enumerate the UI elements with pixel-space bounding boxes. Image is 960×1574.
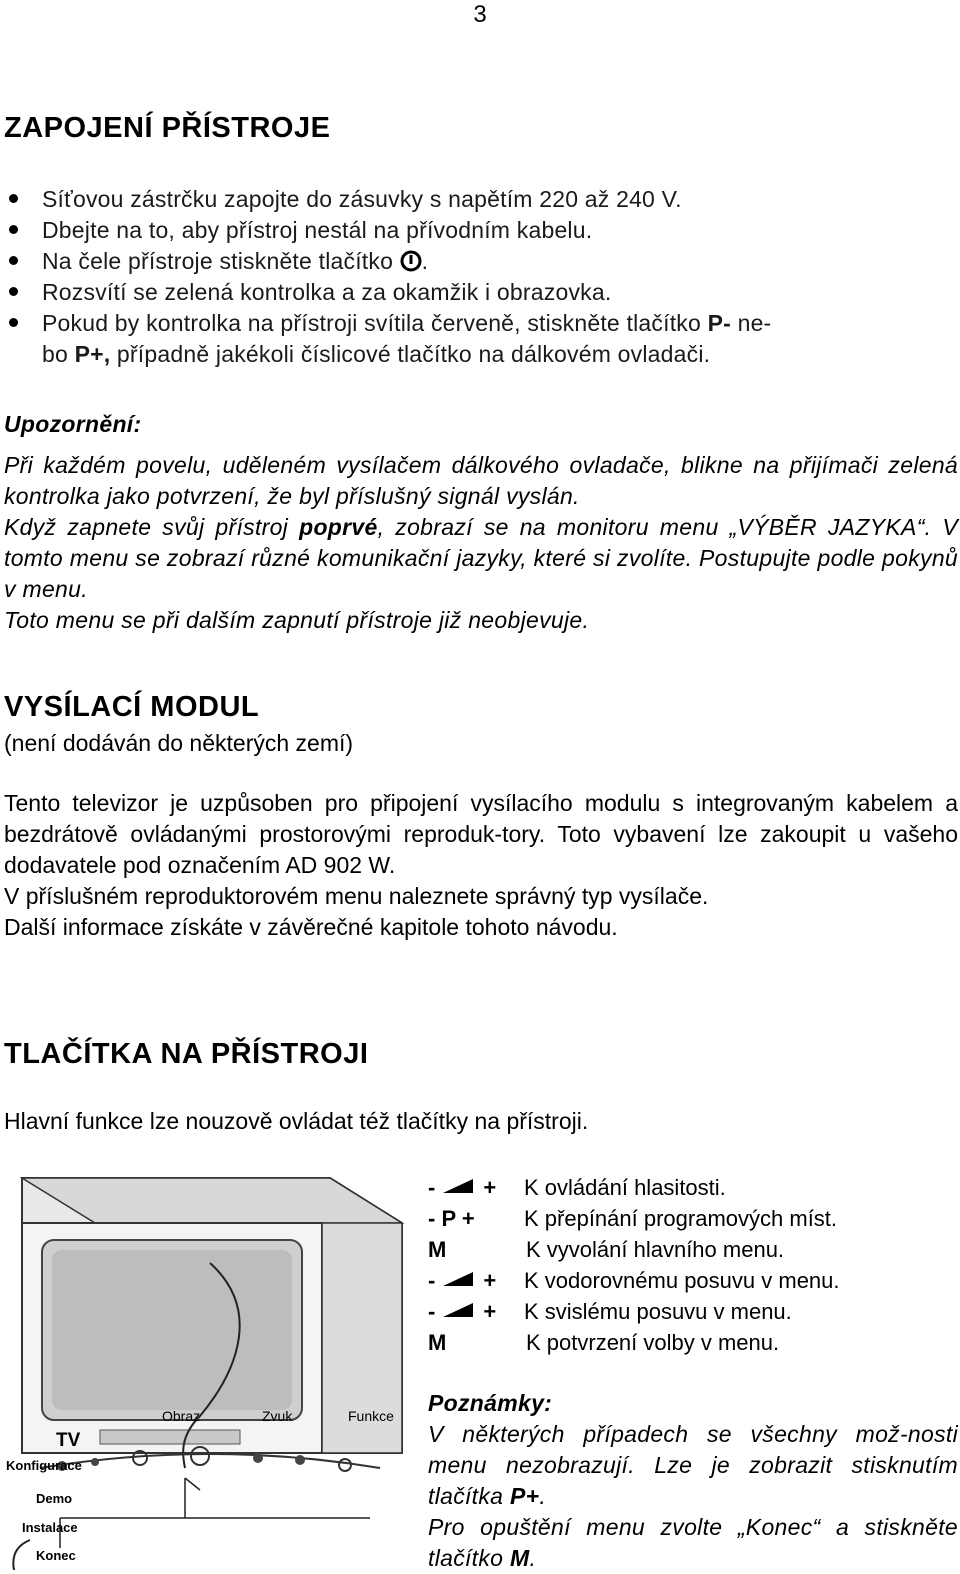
menu-item: Konec — [36, 1548, 76, 1563]
bullet-dot — [9, 256, 18, 265]
body-paragraph: V příslušném reproduktorovém menu naleznete správný typ vysílače. — [4, 883, 709, 909]
warning-paragraph: Když zapnete svůj přístroj poprvé, zobrazí se na monitoru menu „VÝBĚR JAZYKA“. V tomto menu se zobrazí různé komunikační jazyky, které si zvolíte. Postupujte podle pokynů v menu. — [4, 514, 958, 602]
bullet-item: Dbejte na to, aby přístroj nestál na přívodním kabelu. — [0, 215, 960, 246]
bullet-item: Pokud by kontrolka na přístroji svítila červeně, stiskněte tlačítko P- ne- bo P+, případně jakékoli číslicové tlačítko na dálkovém ovladači. — [0, 308, 960, 370]
warning-block — [4, 409, 958, 636]
key-label: - P + — [428, 1206, 475, 1231]
key-description: K přepínání programových míst. — [524, 1206, 838, 1231]
menu-label: Funkce — [348, 1408, 394, 1424]
bullet-dot — [9, 225, 18, 234]
bullet-dot — [9, 287, 18, 296]
key-description: K svislému posuvu v menu. — [524, 1299, 792, 1324]
wedge-icon — [443, 1303, 473, 1317]
key-label: - + — [428, 1175, 497, 1200]
key-label: - + — [428, 1299, 497, 1324]
transmitter-text — [4, 788, 958, 943]
key-description: K ovládání hlasitosti. — [524, 1175, 726, 1200]
key-label: M — [428, 1330, 447, 1355]
notes-block — [428, 1388, 958, 1574]
section-title-connection: ZAPOJENÍ PŘÍSTROJE — [4, 112, 331, 144]
bullet-dot — [9, 194, 18, 203]
notes-paragraph: V některých případech se všechny mož-nosti menu nezobrazují. Lze je zobrazit stisknutím tlačítka P+. — [428, 1421, 958, 1509]
section-title-buttons: TLAČÍTKA NA PŘÍSTROJI — [4, 1038, 369, 1070]
warning-paragraph: Při každém povelu, uděleném vysílačem dálkového ovladače, blikne na přijímači zelená kontrolka jako potvrzení, že byl příslušný signál vyslán. — [4, 452, 958, 509]
tv-menu-label: TV — [56, 1430, 81, 1451]
bullet-dot — [9, 318, 18, 327]
page-number: 3 — [473, 1, 487, 28]
section-title-transmitter: VYSÍLACÍ MODUL — [4, 691, 260, 723]
menu-item: Instalace — [22, 1520, 78, 1535]
notes-title: Poznámky: — [428, 1390, 553, 1416]
warning-title: Upozornění: — [4, 411, 142, 437]
body-paragraph: Tento televizor je uzpůsoben pro připojení vysílacího modulu s integrovaným kabelem a bezdrátově ovládanými prostorovými reproduk-tory. Toto vybavení lze zakoupit u vašeho dodavatele pod označením AD 902 W. — [4, 790, 958, 878]
wedge-icon — [443, 1272, 473, 1286]
buttons-intro: Hlavní funkce lze nouzově ovládat též tlačítky na přístroji. — [4, 1108, 589, 1134]
key-label: M — [428, 1237, 447, 1262]
volume-wedge-icon — [443, 1179, 473, 1193]
bullet-item: Na čele přístroje stiskněte tlačítko . — [0, 246, 960, 277]
key-description: K vyvolání hlavního menu. — [526, 1237, 785, 1262]
menu-item: Konfigurace — [6, 1458, 82, 1473]
bullet-item: Síťovou zástrčku zapojte do zásuvky s napětím 220 až 240 V. — [0, 184, 960, 215]
menu-item: Demo — [36, 1491, 73, 1506]
notes-paragraph: Pro opuštění menu zvolte „Konec“ a stiskněte tlačítko M. — [428, 1514, 958, 1571]
menu-label: Zvuk — [262, 1408, 293, 1424]
warning-paragraph: Toto menu se při dalším zapnutí přístroje již neobjevuje. — [4, 607, 590, 633]
key-description: K potvrzení volby v menu. — [526, 1330, 780, 1355]
section-subtitle: (není dodáván do některých zemí) — [4, 730, 354, 756]
body-paragraph: Další informace získáte v závěrečné kapitole tohoto návodu. — [4, 914, 618, 940]
key-description: K vodorovnému posuvu v menu. — [524, 1268, 840, 1293]
tv-illustration — [0, 1168, 410, 1570]
power-button-icon — [400, 250, 422, 272]
menu-label: Obraz — [162, 1408, 201, 1424]
connection-bullet-list — [0, 184, 960, 370]
key-label: - + — [428, 1268, 497, 1293]
bullet-item: Rozsvítí se zelená kontrolka a za okamžik i obrazovka. — [0, 277, 960, 308]
